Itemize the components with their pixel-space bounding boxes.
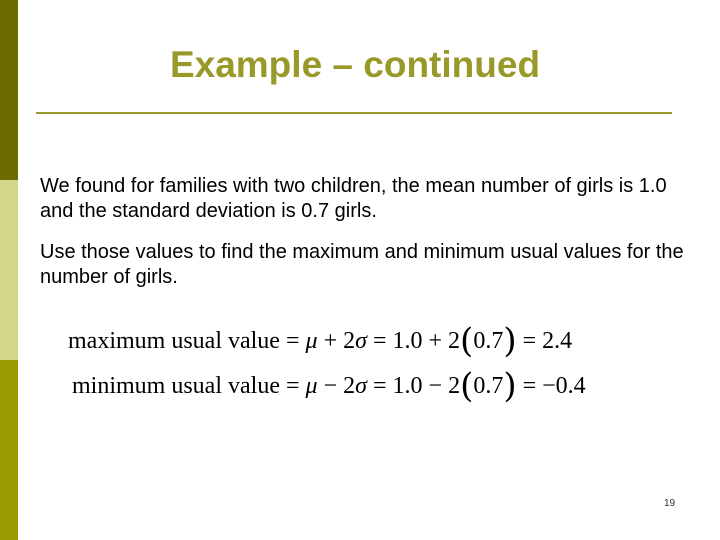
decorative-bar-top — [0, 0, 18, 180]
equation-max-result: 2.4 — [542, 328, 573, 354]
equation-maximum: maximum usual value = μ + 2σ = 1.0 + 2(0.7) = 2.4 — [68, 321, 573, 361]
slide-title: Example – continued — [169, 44, 541, 85]
decorative-bar-bottom — [0, 360, 18, 540]
page-number: 19 — [664, 498, 676, 509]
paragraph-given-values: We found for families with two children, the mean number of girls is 1.0 and the standard deviation is 0.7 girls. — [40, 175, 667, 222]
title-underline — [36, 112, 672, 114]
equation-min-label: minimum usual value — [72, 373, 280, 399]
equation-max-label: maximum usual value — [68, 328, 280, 354]
equation-minimum: minimum usual value = μ − 2σ = 1.0 − 2(0.7) = −0.4 — [72, 366, 586, 406]
decorative-bar-middle — [0, 180, 18, 360]
equation-min-result: −0.4 — [542, 373, 586, 399]
paragraph-task: Use those values to find the maximum and minimum usual values for the number of girls. — [40, 241, 684, 288]
